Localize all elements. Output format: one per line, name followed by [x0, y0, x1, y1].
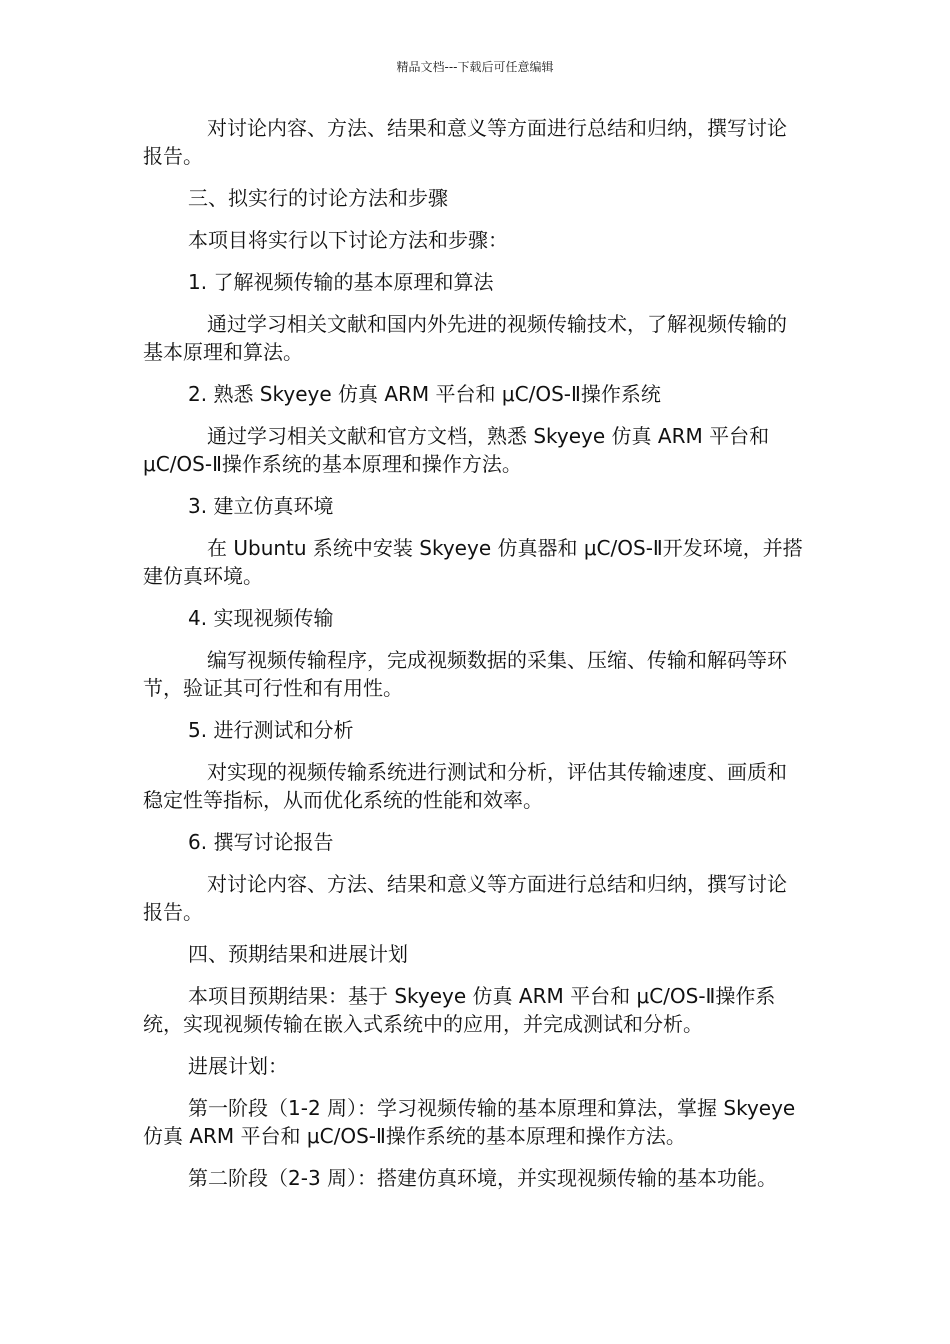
plan-label: 进展计划： [188, 1054, 288, 1078]
plan-phase-2: 第二阶段（2-3 周）：搭建仿真环境，并实现视频传输的基本功能。 [188, 1166, 778, 1190]
step-5-text: 对实现的视频传输系统进行测试和分析，评估其传输速度、画质和稳定性等指标，从而优化系统的性能和效率。 [143, 760, 787, 812]
step-1-text: 通过学习相关文献和国内外先进的视频传输技术，了解视频传输的基本原理和算法。 [143, 312, 787, 364]
step-5-title: 5. 进行测试和分析 [188, 718, 354, 742]
paragraph-intro: 本项目将实行以下讨论方法和步骤： [188, 228, 508, 252]
section-heading-plan: 四、预期结果和进展计划 [188, 942, 408, 966]
step-1-title: 1. 了解视频传输的基本原理和算法 [188, 270, 494, 294]
paragraph-summary: 对讨论内容、方法、结果和意义等方面进行总结和归纳，撰写讨论报告。 [143, 116, 787, 168]
step-4-title: 4. 实现视频传输 [188, 606, 334, 630]
section-heading-methods: 三、拟实行的讨论方法和步骤 [188, 186, 448, 210]
page-header: 精品文档---下载后可任意编辑 [396, 60, 554, 74]
document-body [143, 114, 803, 1206]
step-3-title: 3. 建立仿真环境 [188, 494, 334, 518]
step-6-text: 对讨论内容、方法、结果和意义等方面进行总结和归纳，撰写讨论报告。 [143, 872, 787, 924]
plan-phase-1: 第一阶段（1-2 周）：学习视频传输的基本原理和算法，掌握 Skyeye 仿真 ARM 平台和 μC/OS-Ⅱ操作系统的基本原理和操作方法。 [143, 1096, 796, 1148]
paragraph-expected-result: 本项目预期结果：基于 Skyeye 仿真 ARM 平台和 μC/OS-Ⅱ操作系统，实现视频传输在嵌入式系统中的应用，并完成测试和分析。 [143, 984, 776, 1036]
step-2-title: 2. 熟悉 Skyeye 仿真 ARM 平台和 μC/OS-Ⅱ操作系统 [188, 382, 661, 406]
step-4-text: 编写视频传输程序，完成视频数据的采集、压缩、传输和解码等环节，验证其可行性和有用性。 [143, 648, 787, 700]
step-6-title: 6. 撰写讨论报告 [188, 830, 334, 854]
step-2-text: 通过学习相关文献和官方文档，熟悉 Skyeye 仿真 ARM 平台和 μC/OS-Ⅱ操作系统的基本原理和操作方法。 [143, 424, 770, 476]
step-3-text: 在 Ubuntu 系统中安装 Skyeye 仿真器和 μC/OS-Ⅱ开发环境，并搭建仿真环境。 [143, 536, 803, 588]
